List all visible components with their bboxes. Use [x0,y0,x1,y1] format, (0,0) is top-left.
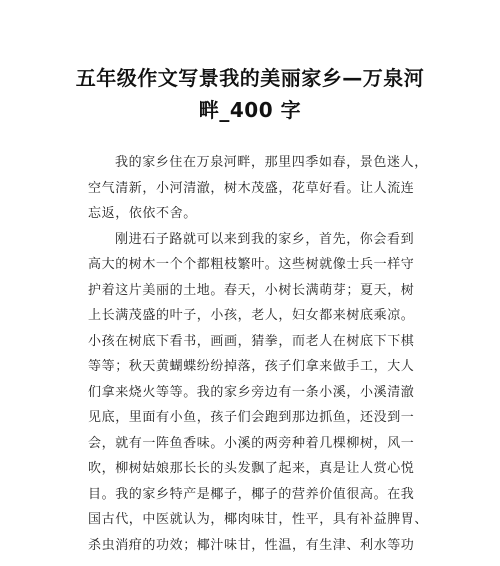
text-line: 护着这片美丽的土地。春天，小树长满萌芽；夏天，树 [88,282,415,298]
text-line: 上长满茂盛的叶子，小孩，老人，妇女都来树底乘凉。 [88,308,415,323]
text-line: 目。我的家乡特产是椰子，椰子的营养价值很高。在我 [88,486,415,502]
text-line: 见底，里面有小鱼，孩子们会跑到那边抓鱼，还没到一 [88,410,415,425]
text-line: 空气清新，小河清澈，树木茂盛，花草好看。让人流连 [88,180,415,196]
text-line: 我的家乡住在万泉河畔，那里四季如春，景色迷人， [115,155,428,170]
document-body [88,150,429,558]
text-line: 等等；秋天黄蝴蝶纷纷掉落，孩子们拿来做手工，大人 [88,359,415,374]
title-line-1: 五年级作文写景我的美丽家乡—万泉河 [75,66,425,90]
text-line: 小孩在树底下看书，画画，猜拳，而老人在树底下下棋 [88,333,415,349]
paragraph-2 [88,227,429,559]
title-line-2: 畔_400 字 [198,98,302,122]
text-line: 高大的树木一个个都粗枝繁叶。这些树就像士兵一样守 [88,257,415,272]
text-line: 会，就有一阵鱼香味。小溪的两旁种着几棵柳树，风一 [88,435,415,451]
text-line: 刚进石子路就可以来到我的家乡，首先，你会看到 [115,231,415,247]
document-title [60,62,440,126]
text-line: 忘返，依依不舍。 [88,206,197,221]
text-line: 国古代，中医就认为，椰肉味甘，性平，具有补益脾胃、 [88,512,429,527]
text-line: 吹，柳树姑娘那长长的头发飘了起来，真是让人赏心悦 [88,461,415,476]
paragraph-1 [88,150,428,227]
text-line: 杀虫消疳的功效；椰汁味甘，性温，有生津、利水等功 [88,537,415,553]
text-line: 们拿来烧火等等。我的家乡旁边有一条小溪，小溪清澈 [88,384,415,400]
